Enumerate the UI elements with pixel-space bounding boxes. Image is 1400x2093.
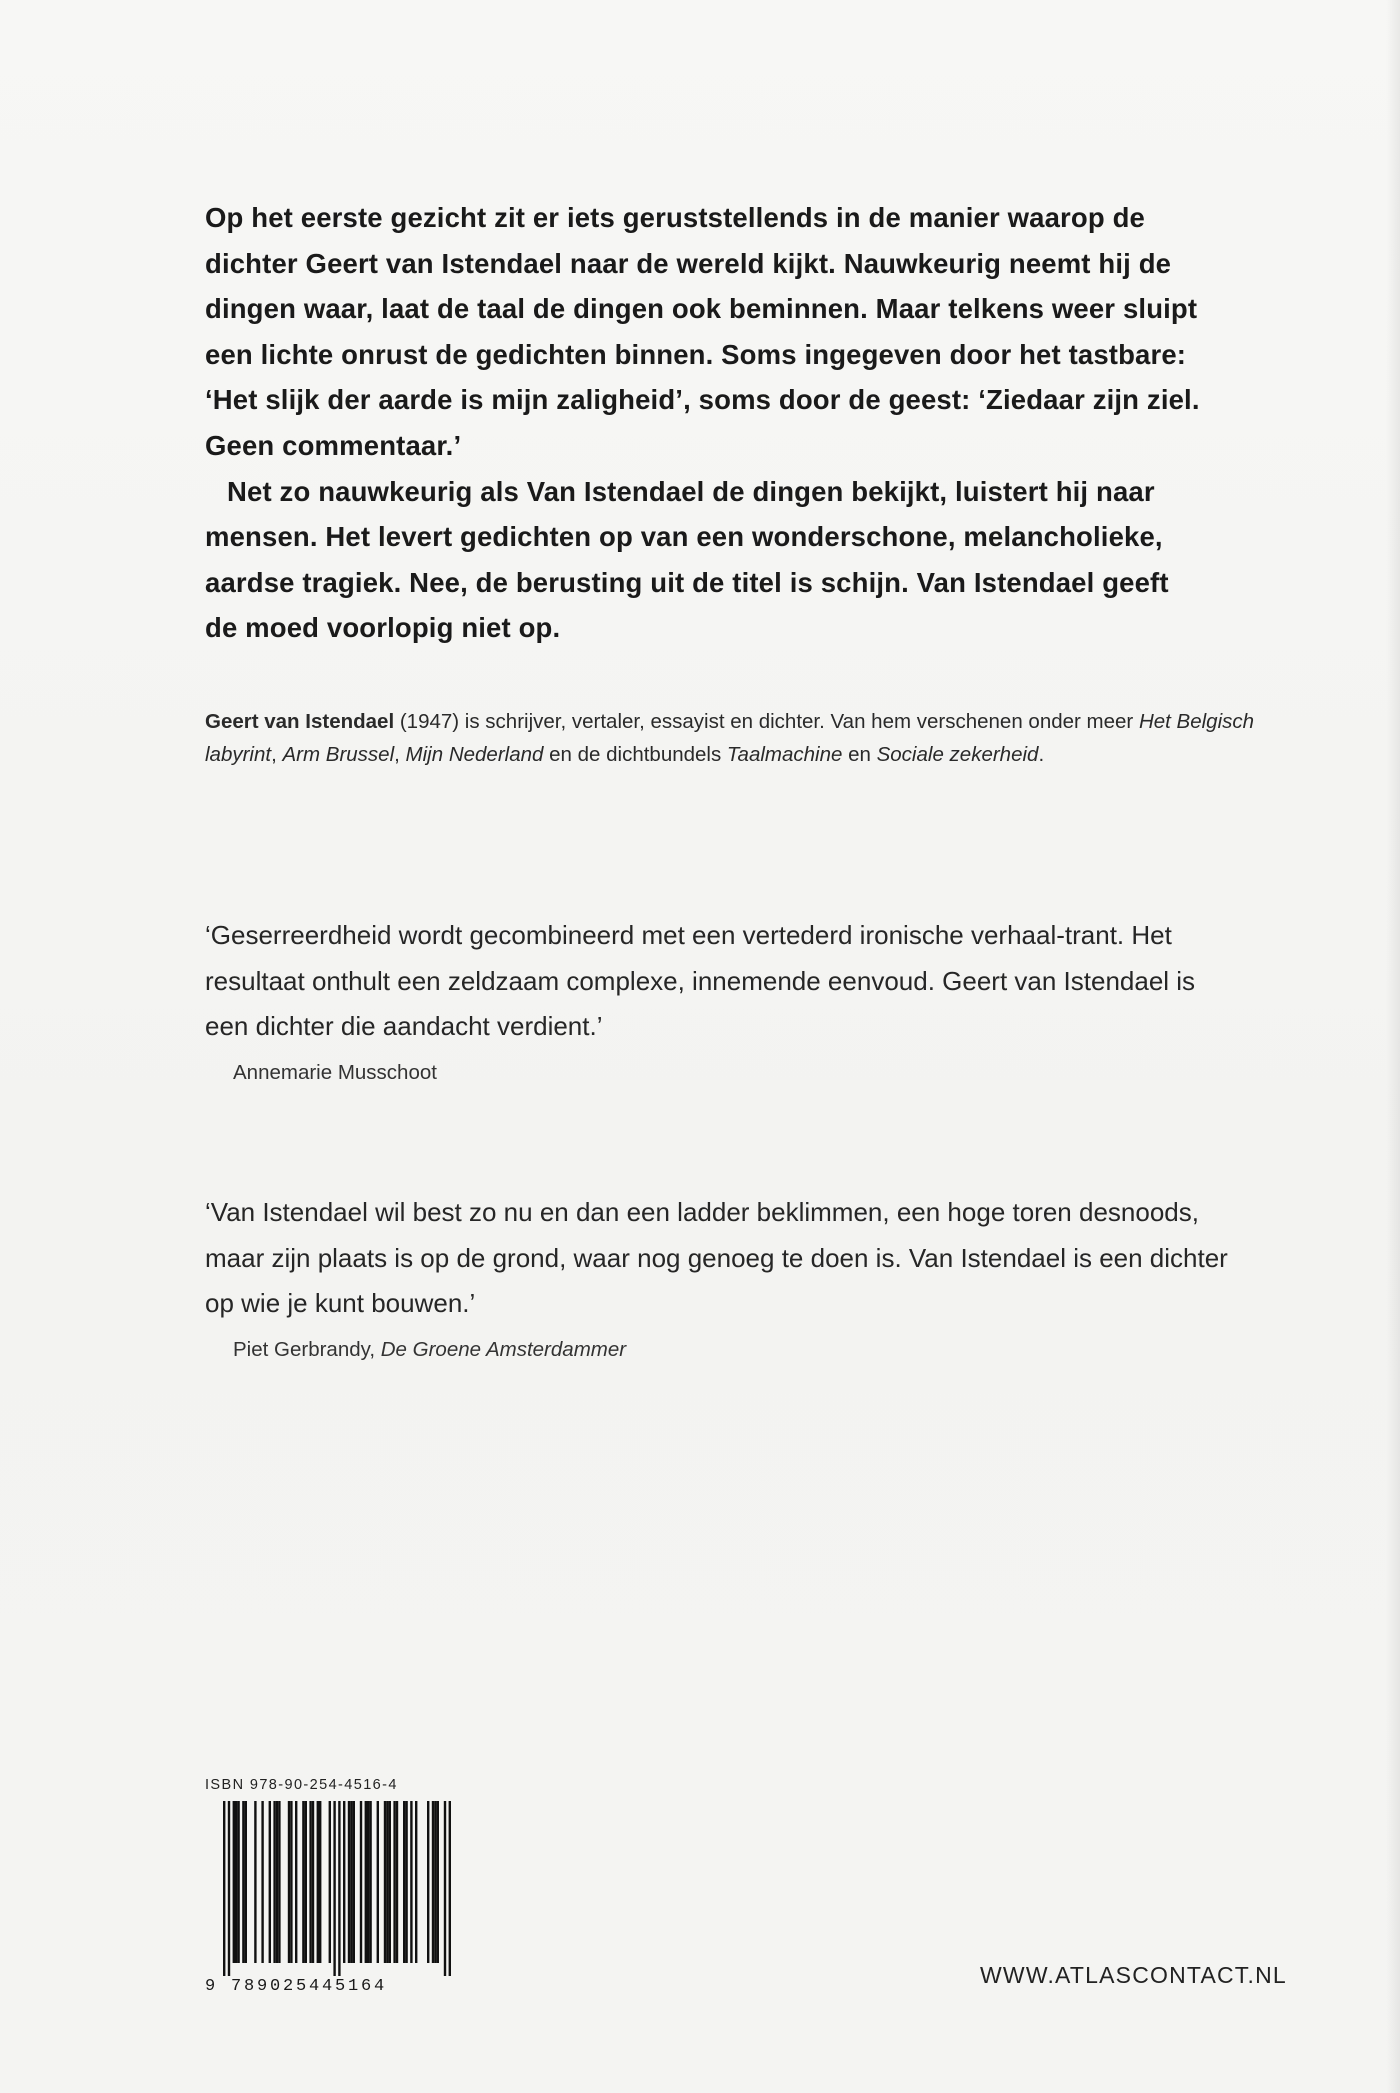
barcode-bar <box>353 1801 355 1963</box>
quote-author-2: Piet Gerbrandy, <box>233 1337 381 1361</box>
book-title-3: Mijn Nederland <box>405 743 544 766</box>
isbn-label: ISBN 978-90-254-4516-4 <box>205 1777 398 1793</box>
barcode-bar <box>290 1801 292 1963</box>
barcode-bar <box>384 1801 386 1963</box>
barcode-bar <box>305 1801 307 1963</box>
barcode-bar <box>405 1801 407 1963</box>
barcode-bar <box>343 1801 345 1963</box>
bio-text-2: en de dichtbundels <box>543 743 727 766</box>
blurb-paragraph-1: Op het eerste gezicht zit er iets geruststellends in de manier waarop de dichter Geert van Istendael naar de wereld kijkt. Nauwkeurig neemt hij de dingen waar, laat de taal de dingen ook beminnen. Maar telkens weer sluipt een lichte onrust de gedichten binnen. Soms ingegeven door het tastbare: ‘Het slijk der aarde is mijn zaligheid’, soms door de geest: ‘Ziedaar zijn ziel. Geen commentaar.’ <box>205 202 1200 461</box>
quote-text-1: ‘Geserreerdheid wordt gecombineerd met een vertederd ironische verhaal-trant. Het resultaat onthult een zeldzaam complexe, innemende eenvoud. Geert van Istendael is een dichter die aandacht verdient.’ <box>205 920 1196 1041</box>
barcode-bar <box>312 1801 314 1963</box>
barcode-bar <box>235 1801 237 1963</box>
review-quote-2 <box>205 1190 1245 1365</box>
bio-sep-2: , <box>394 743 406 766</box>
barcode-digits <box>205 1977 465 1996</box>
barcode-bar <box>233 1801 235 1963</box>
barcode-bar <box>386 1801 388 1963</box>
barcode-bar <box>360 1801 362 1963</box>
barcode-bar <box>245 1801 247 1963</box>
author-name: Geert van Istendael <box>205 710 395 733</box>
barcode-bar <box>393 1801 395 1963</box>
barcode-bar <box>403 1801 405 1963</box>
barcode-bar <box>278 1801 280 1963</box>
quote-author-1: Annemarie Musschoot <box>233 1060 437 1084</box>
barcode-bar <box>261 1801 263 1963</box>
quote-text-2: ‘Van Istendael wil best zo nu en dan een ladder beklimmen, een hoge toren desnoods, maar zijn plaats is op de grond, waar nog genoeg te doen is. Van Istendael is een dichter op wie je kunt bouwen.’ <box>205 1197 1228 1318</box>
bio-text-3: en <box>842 743 877 766</box>
barcode-bar <box>319 1801 321 1963</box>
blurb-text <box>205 195 1205 651</box>
barcode-bar <box>309 1801 311 1963</box>
quote-source-2: De Groene Amsterdammer <box>380 1337 627 1361</box>
barcode-bar <box>396 1801 398 1963</box>
barcode-bar <box>369 1801 371 1963</box>
barcode-bar <box>242 1801 244 1963</box>
barcode-bar <box>437 1801 439 1963</box>
barcode-bar <box>348 1801 350 1963</box>
barcode-bar <box>410 1801 412 1963</box>
review-quote-1 <box>205 913 1245 1088</box>
book-title-1: Het Belgisch labyrint <box>205 710 1255 766</box>
barcode-bar <box>317 1801 319 1963</box>
barcode-bar <box>377 1801 379 1963</box>
page-edge-shadow <box>1386 0 1400 2093</box>
bio-text-4: . <box>1038 743 1045 766</box>
barcode-bar <box>333 1801 335 1976</box>
barcode-bar <box>350 1801 352 1963</box>
barcode-bar <box>449 1801 451 1976</box>
barcode-bar <box>444 1801 446 1976</box>
bio-text-1: (1947) is schrijver, vertaler, essayist en dichter. Van hem verschenen onder meer <box>394 710 1139 733</box>
barcode-bar <box>389 1801 391 1963</box>
publisher-website[interactable]: WWW.ATLASCONTACT.NL <box>980 1962 1287 1988</box>
quote-attribution-2 <box>233 1335 1245 1365</box>
barcode-bar <box>427 1801 429 1963</box>
barcode-bar <box>269 1801 271 1963</box>
barcode-bar <box>338 1801 340 1976</box>
barcode-bar <box>295 1801 297 1963</box>
author-bio <box>205 705 1285 771</box>
book-title-4: Taalmachine <box>726 743 843 766</box>
barcode-number: 789025445164 <box>231 1977 388 1996</box>
barcode-bar <box>254 1801 256 1963</box>
bio-sep-1: , <box>271 743 283 766</box>
barcode-bar <box>302 1801 304 1963</box>
barcode-bar <box>288 1801 290 1963</box>
barcode-bar <box>273 1801 275 1963</box>
barcode-bar <box>223 1801 225 1976</box>
quote-attribution-1 <box>233 1058 1245 1088</box>
barcode-bar <box>276 1801 278 1963</box>
barcode-bar <box>434 1801 436 1963</box>
book-title-5: Sociale zekerheid <box>876 743 1039 766</box>
barcode-bar <box>415 1801 417 1963</box>
blurb-paragraph-2: Net zo nauwkeurig als Van Istendael de dingen bekijkt, luistert hij naar mensen. Het levert gedichten op van een wonderschone, melancholieke, aardse tragiek. Nee, de berusting uit de titel is schijn. Van Istendael geeft de moed voorlopig niet op. <box>205 475 1169 644</box>
barcode <box>205 1801 465 1979</box>
barcode-bar <box>432 1801 434 1963</box>
barcode-first-digit: 9 <box>205 1977 219 1996</box>
book-title-2: Arm Brussel <box>282 743 395 766</box>
isbn-barcode-block <box>205 1775 465 1996</box>
barcode-bar <box>365 1801 367 1963</box>
barcode-bar <box>367 1801 369 1963</box>
barcode-bar <box>228 1801 230 1976</box>
barcode-bar <box>329 1801 331 1963</box>
barcode-bars <box>205 1801 465 1976</box>
barcode-bar <box>237 1801 239 1963</box>
